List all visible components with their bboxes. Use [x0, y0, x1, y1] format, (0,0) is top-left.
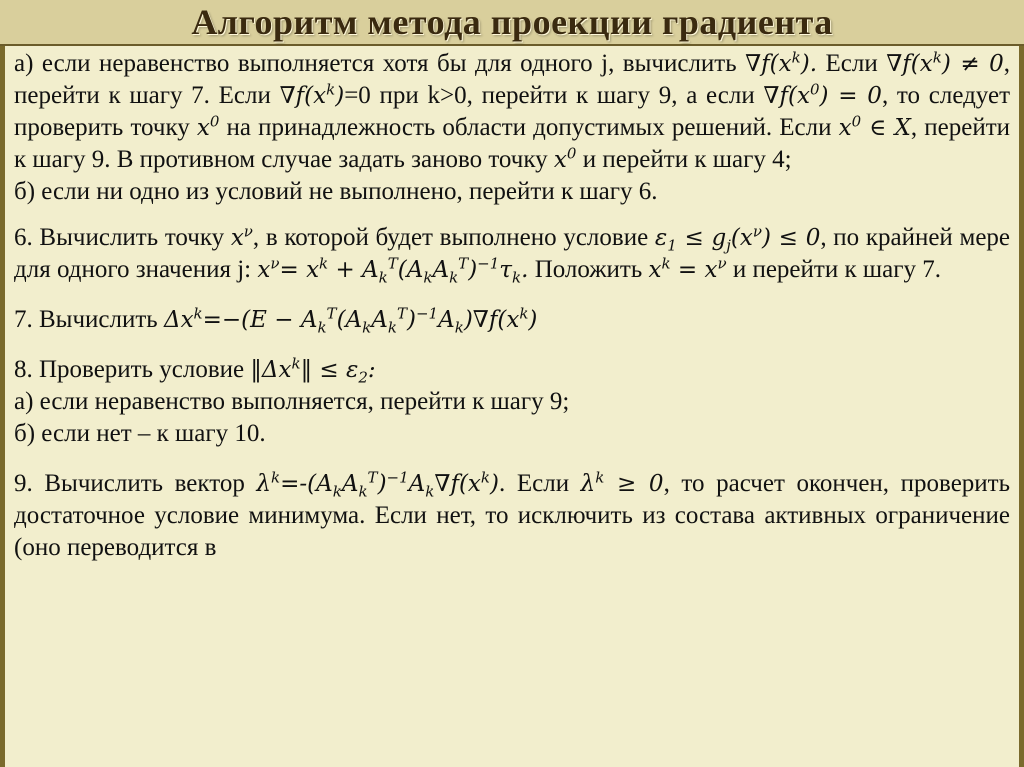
frame-right-border [1019, 46, 1024, 767]
text-segment: 9. Вычислить вектор [14, 470, 257, 497]
step-7-paragraph [14, 304, 1010, 336]
step-8-paragraph [14, 354, 1010, 386]
formula: $x^k = x^\nu$ [648, 254, 727, 283]
title-bar [0, 0, 1024, 46]
formula: $\nabla f(x^k) \ne 0$ [886, 48, 1004, 77]
slide-title: Алгоритм метода проекции градиента [191, 2, 833, 42]
slide-body [14, 48, 1010, 564]
formula: $x^0$ [553, 144, 577, 173]
text-segment: , то следует проверить точку [14, 82, 1010, 141]
spacer [14, 208, 1010, 222]
spacer [14, 286, 1010, 304]
step-8b-paragraph: б) если нет – к шагу 10. [14, 420, 266, 447]
formula: $\Delta x^k=-(E - A_k^T(A_kA_k^T)^{-1}A_k)\nabla f(x^k)$ [163, 304, 538, 337]
text-segment: , перейти к шагу 9. В противном случае задать заново точку [14, 114, 1011, 173]
text-segment: , в которой будет выполнено условие [252, 224, 655, 251]
step-5b-paragraph: б) если ни одно из условий не выполнено, перейти к шагу 6. [14, 178, 658, 205]
formula: $\lambda^k \ge 0$ [580, 468, 664, 497]
formula: $\varepsilon_1 \le g_j(x^\nu) \le 0$ [654, 222, 821, 255]
formula: $x^\nu$ [230, 222, 253, 251]
frame-left-border [0, 46, 5, 767]
formula: $x^\nu= x^k + A_k^T(A_kA_k^T)^{-1}\tau_k$. [257, 254, 529, 287]
text-segment: на принадлежность области допустимых решений. Если [219, 114, 839, 141]
text-segment: и перейти к шагу 7. [726, 256, 941, 283]
step-5a-paragraph [14, 48, 1010, 176]
step-8a-paragraph: а) если неравенство выполняется, перейти к шагу 9; [14, 388, 570, 415]
formula: $\nabla f(x^k)$ [279, 80, 345, 109]
step-6-paragraph [14, 222, 1010, 286]
text-segment: 7. Вычислить [14, 306, 164, 333]
text-segment: 8. Проверить условие [14, 356, 251, 383]
text-segment: , то расчет окончен, проверить достаточное условие минимума. Если нет, то исключить из состава активных ограничение (оно переводится в [14, 470, 1010, 561]
step-9-paragraph [14, 468, 1010, 564]
text-segment: Если [825, 50, 887, 77]
text-segment: =0 при k>0, перейти к шагу 9, а если [344, 82, 764, 109]
text-segment: . Если [499, 470, 581, 497]
formula: $x^0$ [196, 112, 220, 141]
formula: $‖\Delta x^k‖ \le \varepsilon_2$: [250, 354, 376, 387]
text-segment: Положить [534, 256, 649, 283]
text-segment: и перейти к шагу 4; [576, 146, 792, 173]
text-segment: 6. Вычислить точку [14, 224, 231, 251]
formula: $\lambda^k=-(A_kA_k^T)^{-1}A_k\nabla f(x^k)$ [256, 468, 499, 501]
text-segment: а) если неравенство выполняется хотя бы для одного j, вычислить [14, 50, 746, 77]
formula: $\nabla f(x^k)$. [745, 48, 818, 77]
formula: $\nabla f(x^0) = 0$ [763, 80, 882, 109]
formula: $x^0$ ∈ X [838, 112, 911, 141]
text-segment: , по крайней мере для одного значения j: [14, 224, 1011, 283]
text-segment: , перейти к шагу 7. Если [14, 50, 1011, 109]
spacer [14, 336, 1010, 354]
spacer [14, 450, 1010, 468]
